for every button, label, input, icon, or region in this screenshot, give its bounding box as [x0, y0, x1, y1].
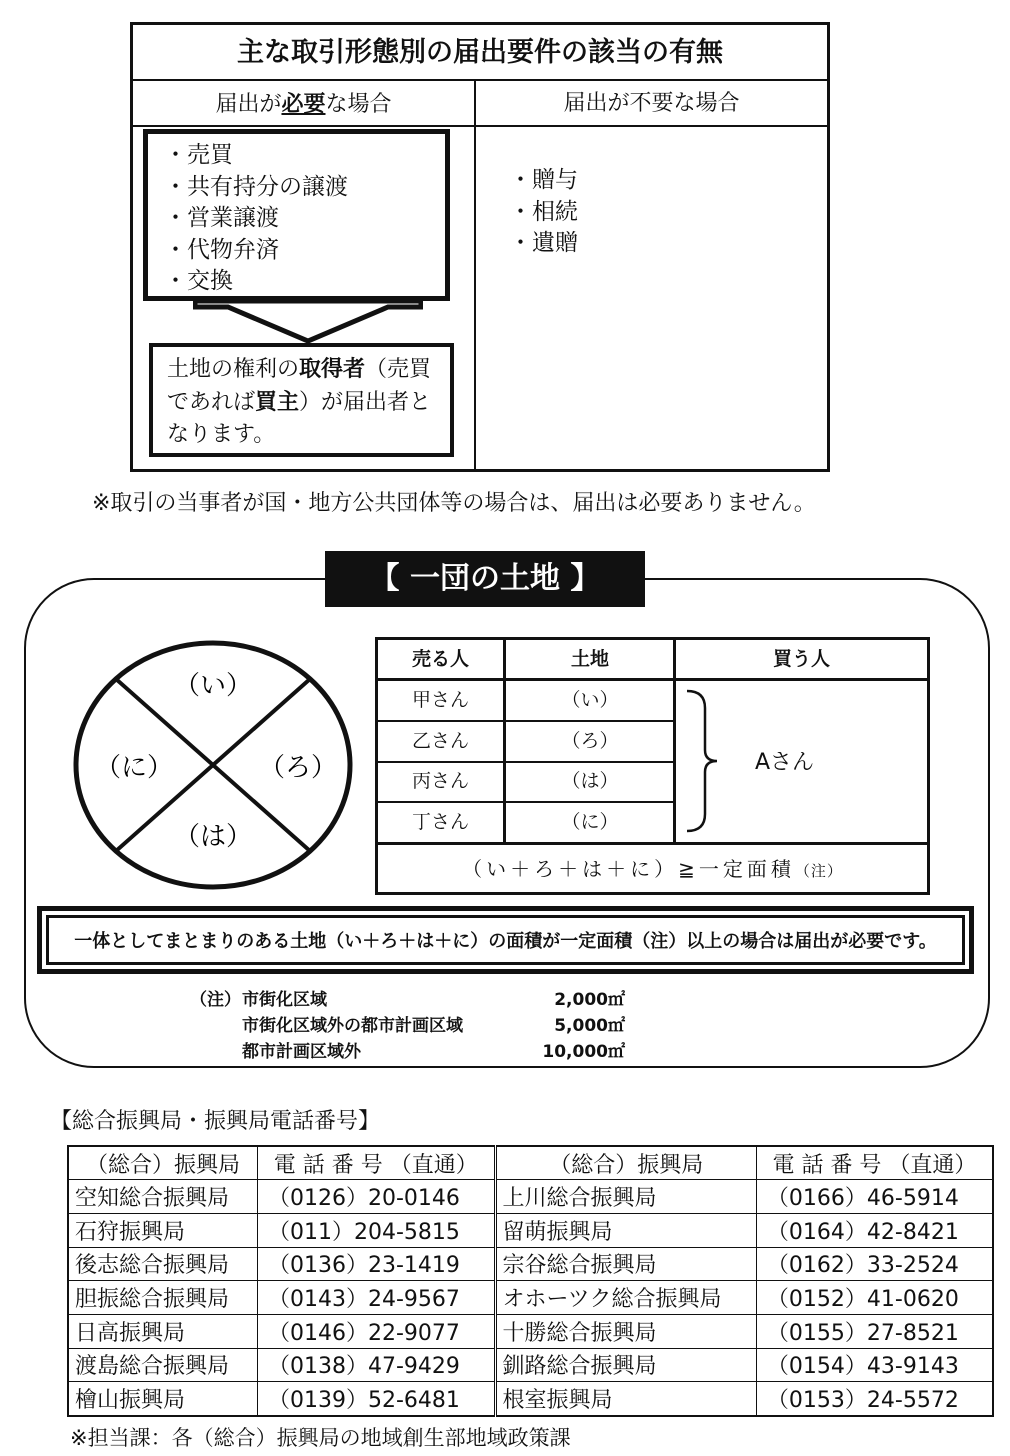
circle-label-right: （ろ）: [258, 753, 338, 783]
buyer-name: Aさん: [755, 750, 815, 775]
statement-text: 一体としてまとまりのある土地（い＋ろ＋は＋に）の面積が一定面積（注）以上の場合は届出が必要です。: [46, 915, 965, 965]
header-needed: 届出が必要な場合: [133, 81, 476, 127]
row-land: （は）: [561, 770, 619, 792]
area-value: 10,000㎡: [542, 1042, 625, 1062]
table-row: [68, 1247, 993, 1281]
brace-icon: [683, 688, 723, 834]
phone-number: （0155）27-8521: [756, 1314, 993, 1348]
phone-number: （0126）20-0146: [258, 1180, 496, 1214]
area-formula: （い＋ろ＋は＋に）≧一定面積（注）: [462, 857, 843, 881]
row-seller: 甲さん: [411, 689, 469, 711]
table-row: [68, 1382, 993, 1416]
list-item: ・交換: [164, 268, 233, 294]
row-seller: 丙さん: [411, 770, 469, 792]
column-divider: [474, 127, 476, 469]
area-value: 5,000㎡: [554, 1016, 625, 1036]
table-row: [68, 1281, 993, 1315]
table-row: [68, 1180, 993, 1214]
header-phone: 電 話 番 号 （直通）: [258, 1146, 496, 1180]
office-name: 釧路総合振興局: [495, 1348, 756, 1382]
phone-number: （011）204-5815: [258, 1213, 496, 1247]
list-item: ・共有持分の譲渡: [164, 173, 348, 200]
list-item: ・遺贈: [509, 230, 578, 256]
list-item: ・贈与: [509, 167, 578, 193]
area-value: 2,000㎡: [554, 990, 625, 1010]
phone-title: 【総合振興局・振興局電話番号】: [50, 1109, 381, 1134]
table-row: [68, 1348, 993, 1382]
office-name: オホーツク総合振興局: [495, 1281, 756, 1315]
statement-box: [37, 906, 974, 974]
requirements-table: [130, 22, 830, 472]
office-name: 十勝総合振興局: [495, 1314, 756, 1348]
phone-number: （0166）46-5914: [756, 1180, 993, 1214]
header-buyer: 買う人: [772, 648, 830, 670]
table-row: [68, 1213, 993, 1247]
row-land: （に）: [561, 811, 619, 833]
header-land: 土地: [570, 648, 609, 670]
acquirer-box: [149, 343, 454, 457]
header-seller: 売る人: [411, 648, 469, 670]
row-land: （ろ）: [561, 730, 619, 752]
needed-box: [143, 129, 450, 301]
office-name: 石狩振興局: [68, 1213, 258, 1247]
row-seller: 丁さん: [411, 811, 469, 833]
row-land: （い）: [561, 689, 619, 711]
circle-label-top: （い）: [173, 671, 253, 701]
area-label: 市街化区域外の都市計画区域: [242, 1016, 463, 1036]
table-row: [68, 1314, 993, 1348]
phone-number: （0139）52-6481: [258, 1382, 496, 1416]
ittan-title: 【 一団の土地 】: [325, 551, 645, 607]
phone-number: （0162）33-2524: [756, 1247, 993, 1281]
requirements-note: ※取引の当事者が国・地方公共団体等の場合は、届出は必要ありません。: [92, 491, 816, 516]
row-seller: 乙さん: [411, 730, 469, 752]
phone-number: （0146）22-9077: [258, 1314, 496, 1348]
office-name: 檜山振興局: [68, 1382, 258, 1416]
down-arrow-icon: [193, 299, 423, 345]
phone-table: [67, 1145, 994, 1417]
office-name: 胆振総合振興局: [68, 1281, 258, 1315]
requirements-title: 主な取引形態別の届出要件の該当の有無: [133, 25, 827, 81]
not-needed-list: [509, 165, 578, 260]
phone-note: ※担当課：各（総合）振興局の地域創生部地域政策課: [70, 1426, 571, 1450]
acquirer-text: 土地の権利の取得者（売買であれば買主）が届出者となります。: [167, 356, 432, 447]
list-item: ・代物弁済: [164, 236, 279, 263]
office-name: 根室振興局: [495, 1382, 756, 1416]
phone-number: （0143）24-9567: [258, 1281, 496, 1315]
office-name: 後志総合振興局: [68, 1247, 258, 1281]
phone-number: （0153）24-5572: [756, 1382, 993, 1416]
office-name: 宗谷総合振興局: [495, 1247, 756, 1281]
area-label: 都市計画区域外: [242, 1042, 361, 1062]
list-item: ・相続: [509, 198, 578, 225]
table-header-row: [68, 1146, 993, 1180]
circle-label-bottom: （は）: [173, 822, 253, 852]
phone-number: （0164）42-8421: [756, 1213, 993, 1247]
office-name: 上川総合振興局: [495, 1180, 756, 1214]
office-name: 日高振興局: [68, 1314, 258, 1348]
office-name: 空知総合振興局: [68, 1180, 258, 1214]
list-item: ・営業譲渡: [164, 205, 279, 231]
needed-list: [164, 140, 348, 298]
area-label: 市街化区域: [242, 990, 327, 1010]
header-not-needed: 届出が不要な場合: [476, 81, 827, 127]
circle-label-left: （に）: [94, 753, 174, 783]
needed-emphasis: 必要: [281, 91, 326, 117]
land-circle-diagram: [72, 640, 354, 892]
note-label: （注）: [190, 990, 241, 1010]
phone-number: （0136）23-1419: [258, 1247, 496, 1281]
header-phone: 電 話 番 号 （直通）: [756, 1146, 993, 1180]
phone-number: （0154）43-9143: [756, 1348, 993, 1382]
phone-number: （0152）41-0620: [756, 1281, 993, 1315]
header-office: （総合）振興局: [68, 1146, 258, 1180]
phone-number: （0138）47-9429: [258, 1348, 496, 1382]
list-item: ・売買: [164, 142, 233, 168]
office-name: 渡島総合振興局: [68, 1348, 258, 1382]
header-office: （総合）振興局: [495, 1146, 756, 1180]
office-name: 留萌振興局: [495, 1213, 756, 1247]
